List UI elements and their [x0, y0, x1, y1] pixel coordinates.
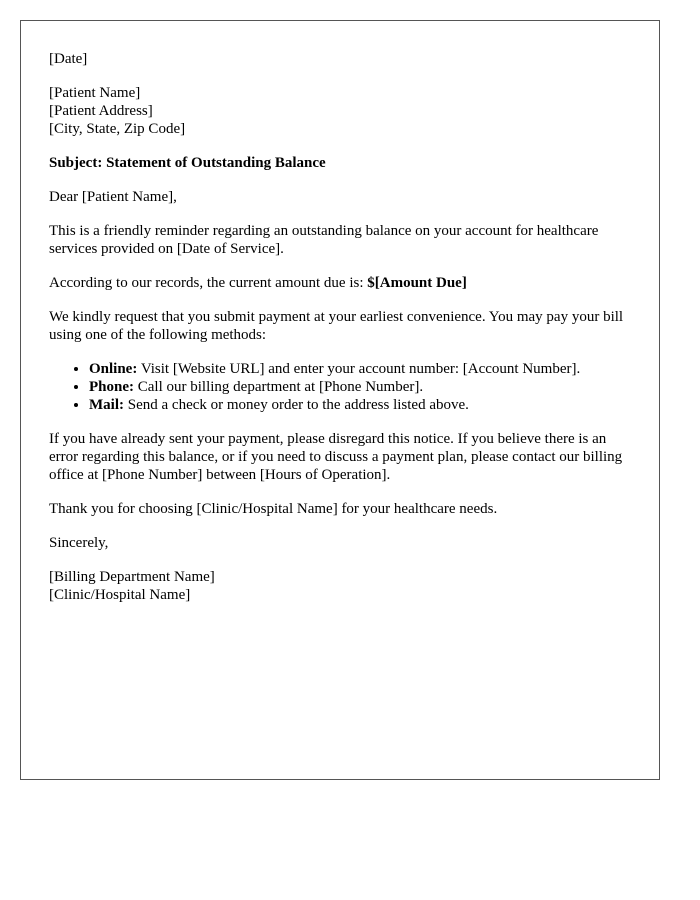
amount-due-prefix: According to our records, the current amount due is:: [49, 275, 368, 291]
closing: Sincerely,: [49, 535, 109, 551]
payment-method-label: Mail:: [89, 397, 124, 413]
signature-block: [49, 568, 631, 604]
payment-methods-list: [49, 360, 631, 414]
payment-method-mail: [89, 396, 631, 414]
payment-method-text: Send a check or money order to the address listed above.: [124, 397, 469, 413]
intro-paragraph: This is a friendly reminder regarding an outstanding balance on your account for healthcare services provided on [Date of Service].: [49, 223, 599, 257]
recipient-address: [Patient Address]: [49, 103, 153, 119]
payment-method-text: Call our billing department at [Phone Number].: [134, 379, 424, 395]
letter: [20, 20, 660, 780]
subject-line: Subject: Statement of Outstanding Balance: [49, 155, 326, 171]
disclaimer-paragraph: If you have already sent your payment, please disregard this notice. If you believe there is an error regarding this balance, or if you need to discuss a payment plan, please contact our billing office at [Phone Number] between [Hours of Operation].: [49, 431, 623, 483]
signature-organization: [Clinic/Hospital Name]: [49, 587, 191, 603]
recipient-name: [Patient Name]: [49, 85, 141, 101]
payment-method-online: [89, 360, 631, 378]
recipient-address-block: [49, 84, 631, 138]
payment-method-phone: [89, 378, 631, 396]
salutation: Dear [Patient Name],: [49, 189, 177, 205]
recipient-city-state-zip: [City, State, Zip Code]: [49, 121, 186, 137]
thanks-paragraph: Thank you for choosing [Clinic/Hospital Name] for your healthcare needs.: [49, 501, 498, 517]
signature-department: [Billing Department Name]: [49, 569, 215, 585]
amount-due-value: $[Amount Due]: [367, 275, 467, 291]
payment-method-label: Phone:: [89, 379, 134, 395]
payment-method-label: Online:: [89, 361, 138, 377]
payment-method-text: Visit [Website URL] and enter your account number: [Account Number].: [137, 361, 581, 377]
date: [Date]: [49, 51, 88, 67]
request-paragraph: We kindly request that you submit payment at your earliest convenience. You may pay your bill using one of the following methods:: [49, 309, 624, 343]
amount-due-paragraph: [49, 274, 631, 292]
